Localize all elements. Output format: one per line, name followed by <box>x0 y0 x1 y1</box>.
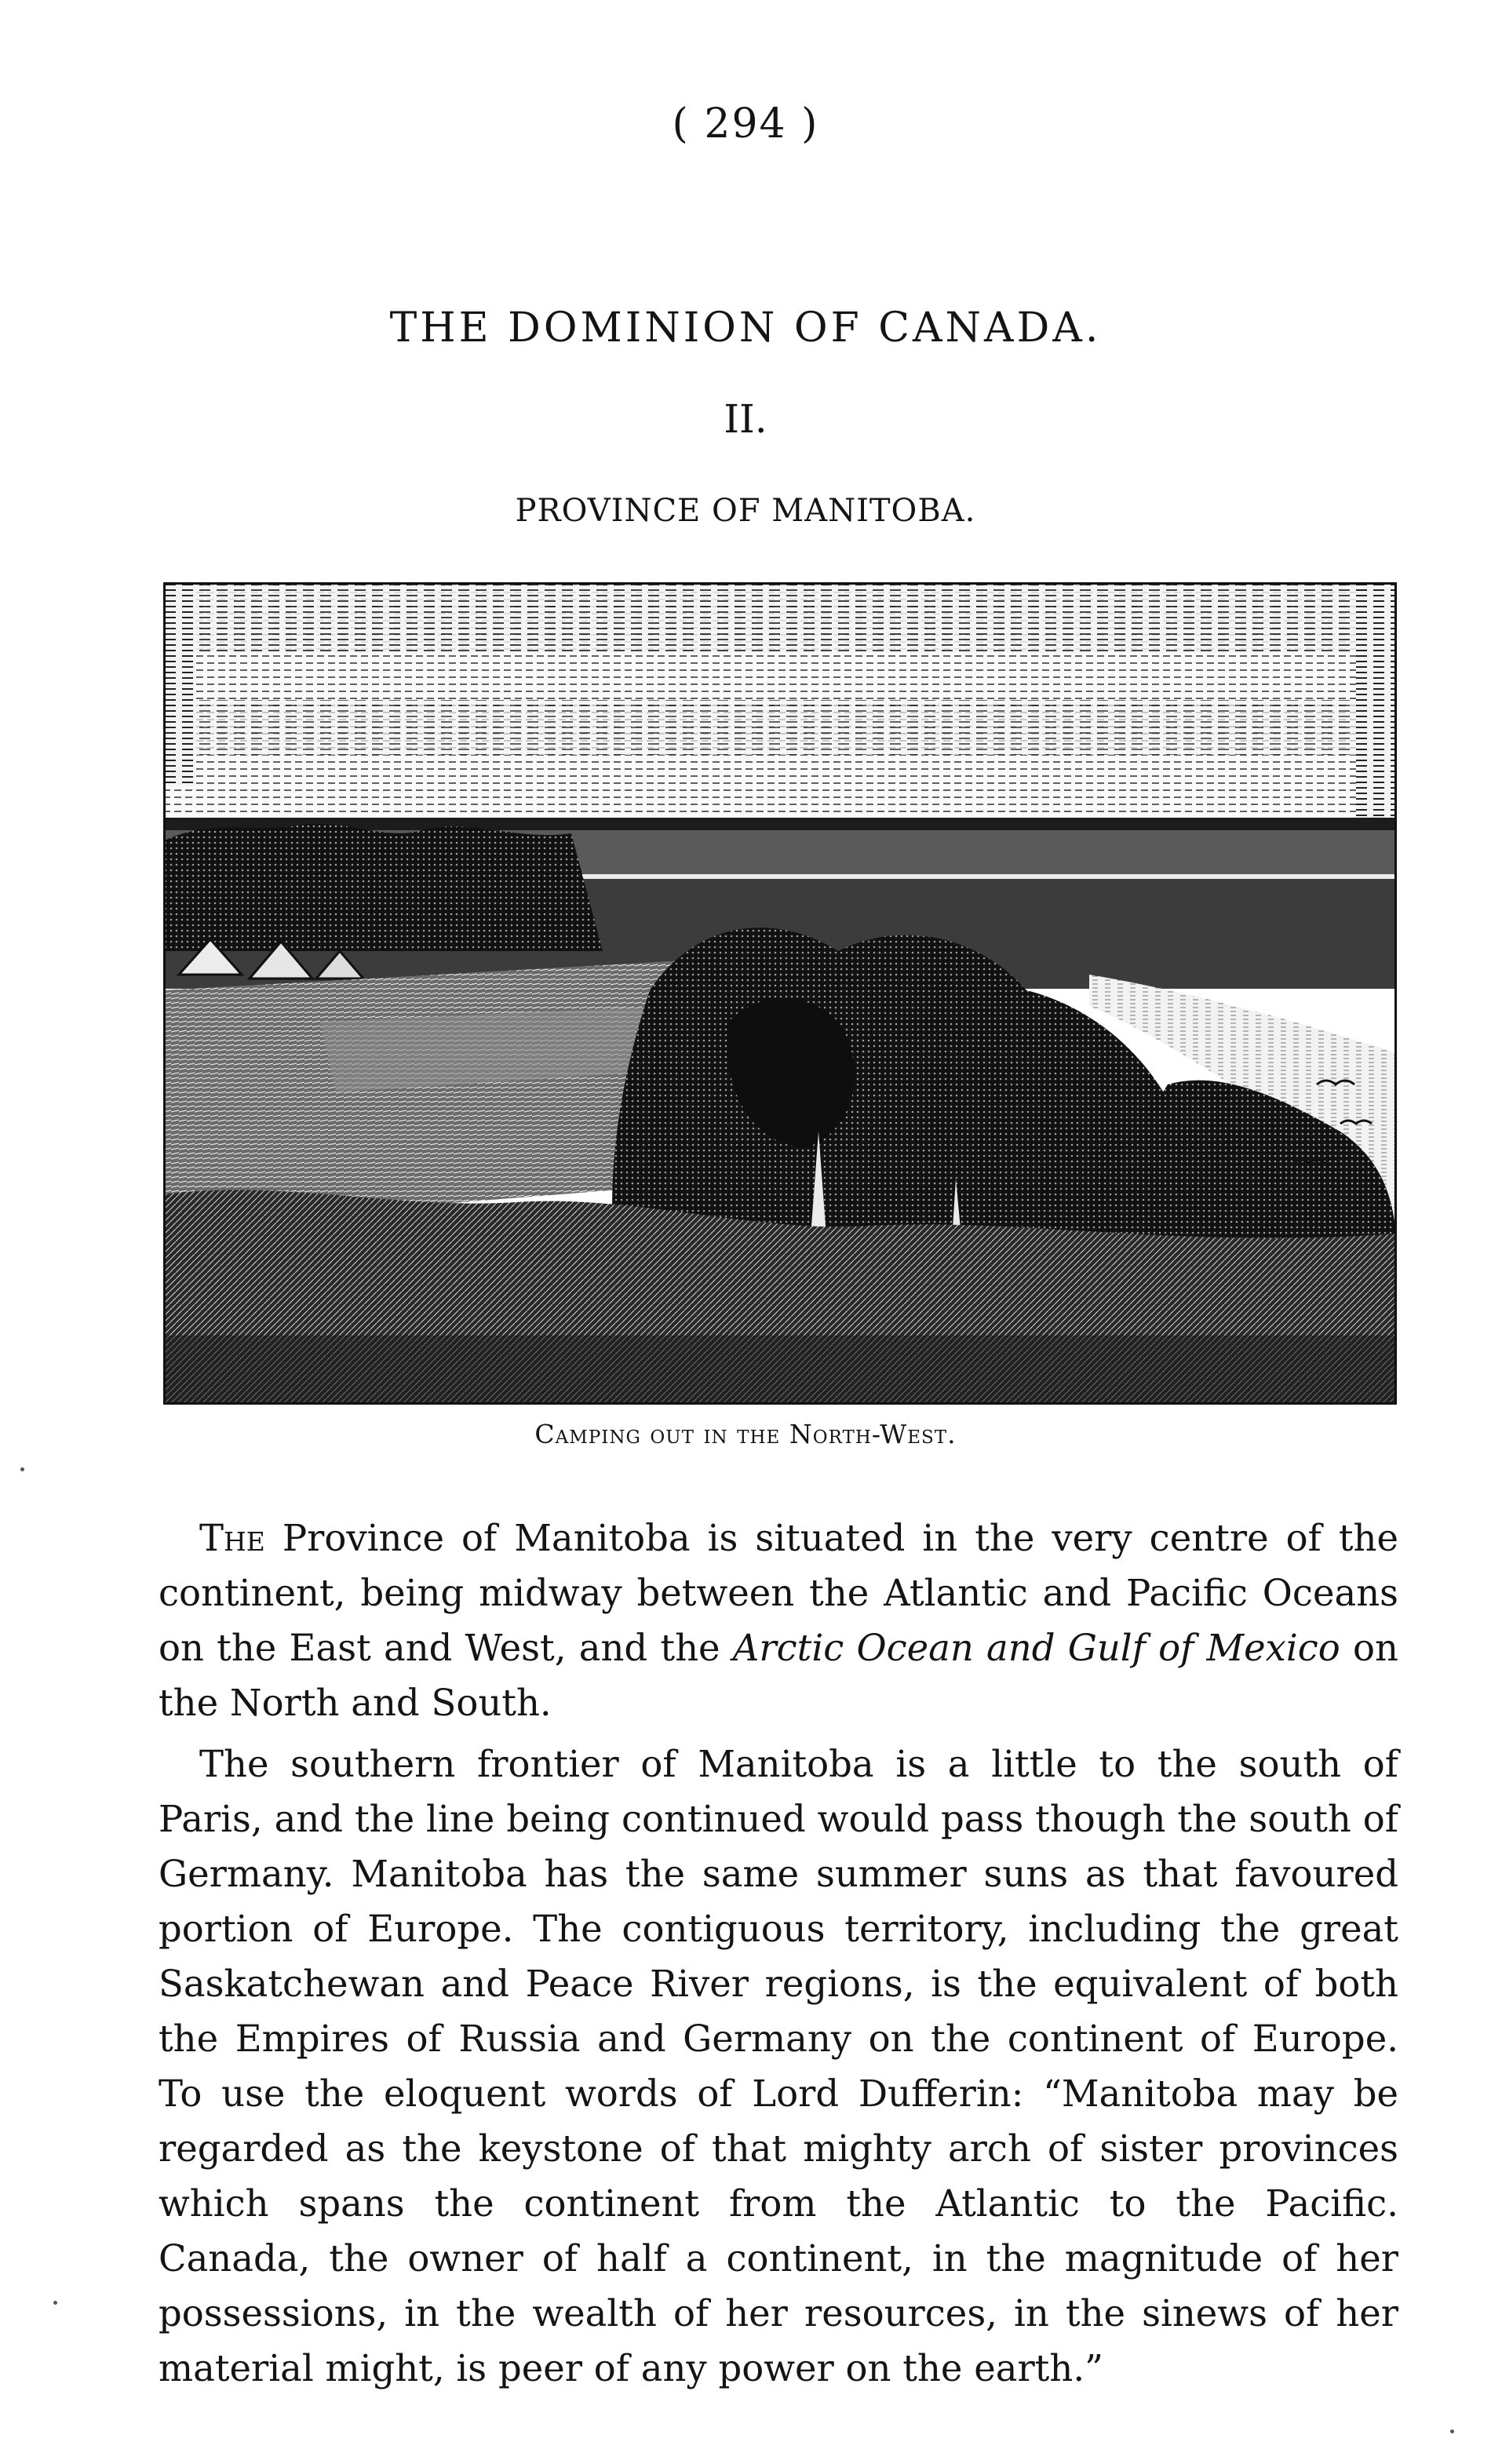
illustration-caption <box>0 1419 1491 1449</box>
print-speck <box>1450 2429 1454 2433</box>
part-number: II. <box>724 396 767 442</box>
page-number: ( 294 ) <box>672 100 819 148</box>
body-text <box>159 1511 1398 2402</box>
paragraph-2: The southern frontier of Manitoba is a little to the south of Paris, and the line being continued would pass though the south of Germany. Manitoba has the same summer suns as that favoured portion of Europe. The contiguous territory, including the great Saskatchewan and Peace River regions, is the equivalent of both the Empires of Russia and Germany on the continent of Europe. To use the eloquent words of Lord Dufferin: “Manitoba may be regarded as the keystone of that mighty arch of sister provinces which spans the continent from the Atlantic to the Pacific. Canada, the owner of half a continent, in the magnitude of her possessions, in the wealth of her resources, in the sinews of her material might, is peer of any power on the earth.” <box>159 1743 1398 2389</box>
caption-dash: - <box>871 1419 880 1449</box>
print-speck <box>53 2301 57 2305</box>
caption-space-2 <box>780 1419 789 1449</box>
caption-initial-3: W <box>880 1419 908 1449</box>
paragraph-1 <box>159 1511 1398 1730</box>
caption-initial-2: N <box>789 1419 813 1449</box>
caption-word-4: est. <box>907 1419 957 1449</box>
paragraph-lead-word: The <box>199 1517 265 1559</box>
print-speck <box>20 1467 24 1471</box>
caption-word-1: amping <box>555 1419 641 1449</box>
paragraph-1-italic: Arctic Ocean and Gulf of Mexico <box>732 1627 1340 1669</box>
engraving-landscape-icon <box>163 582 1397 1405</box>
paragraph-1-text-a: Province of Manitoba is situated in the very centre of the continent, being midway between the Atlantic and Pacific Oceans on the East and West, and the <box>159 1517 1398 1669</box>
caption-word-2: out in the <box>650 1419 781 1449</box>
section-subtitle: PROVINCE OF MANITOBA. <box>515 493 976 529</box>
caption-word-3: orth <box>812 1419 872 1449</box>
chapter-title: THE DOMINION OF CANADA. <box>389 304 1102 352</box>
caption-space-1 <box>641 1419 651 1449</box>
caption-initial-1: C <box>534 1419 556 1449</box>
paragraph-1-text-b: on the North and South. <box>159 1627 1398 1724</box>
